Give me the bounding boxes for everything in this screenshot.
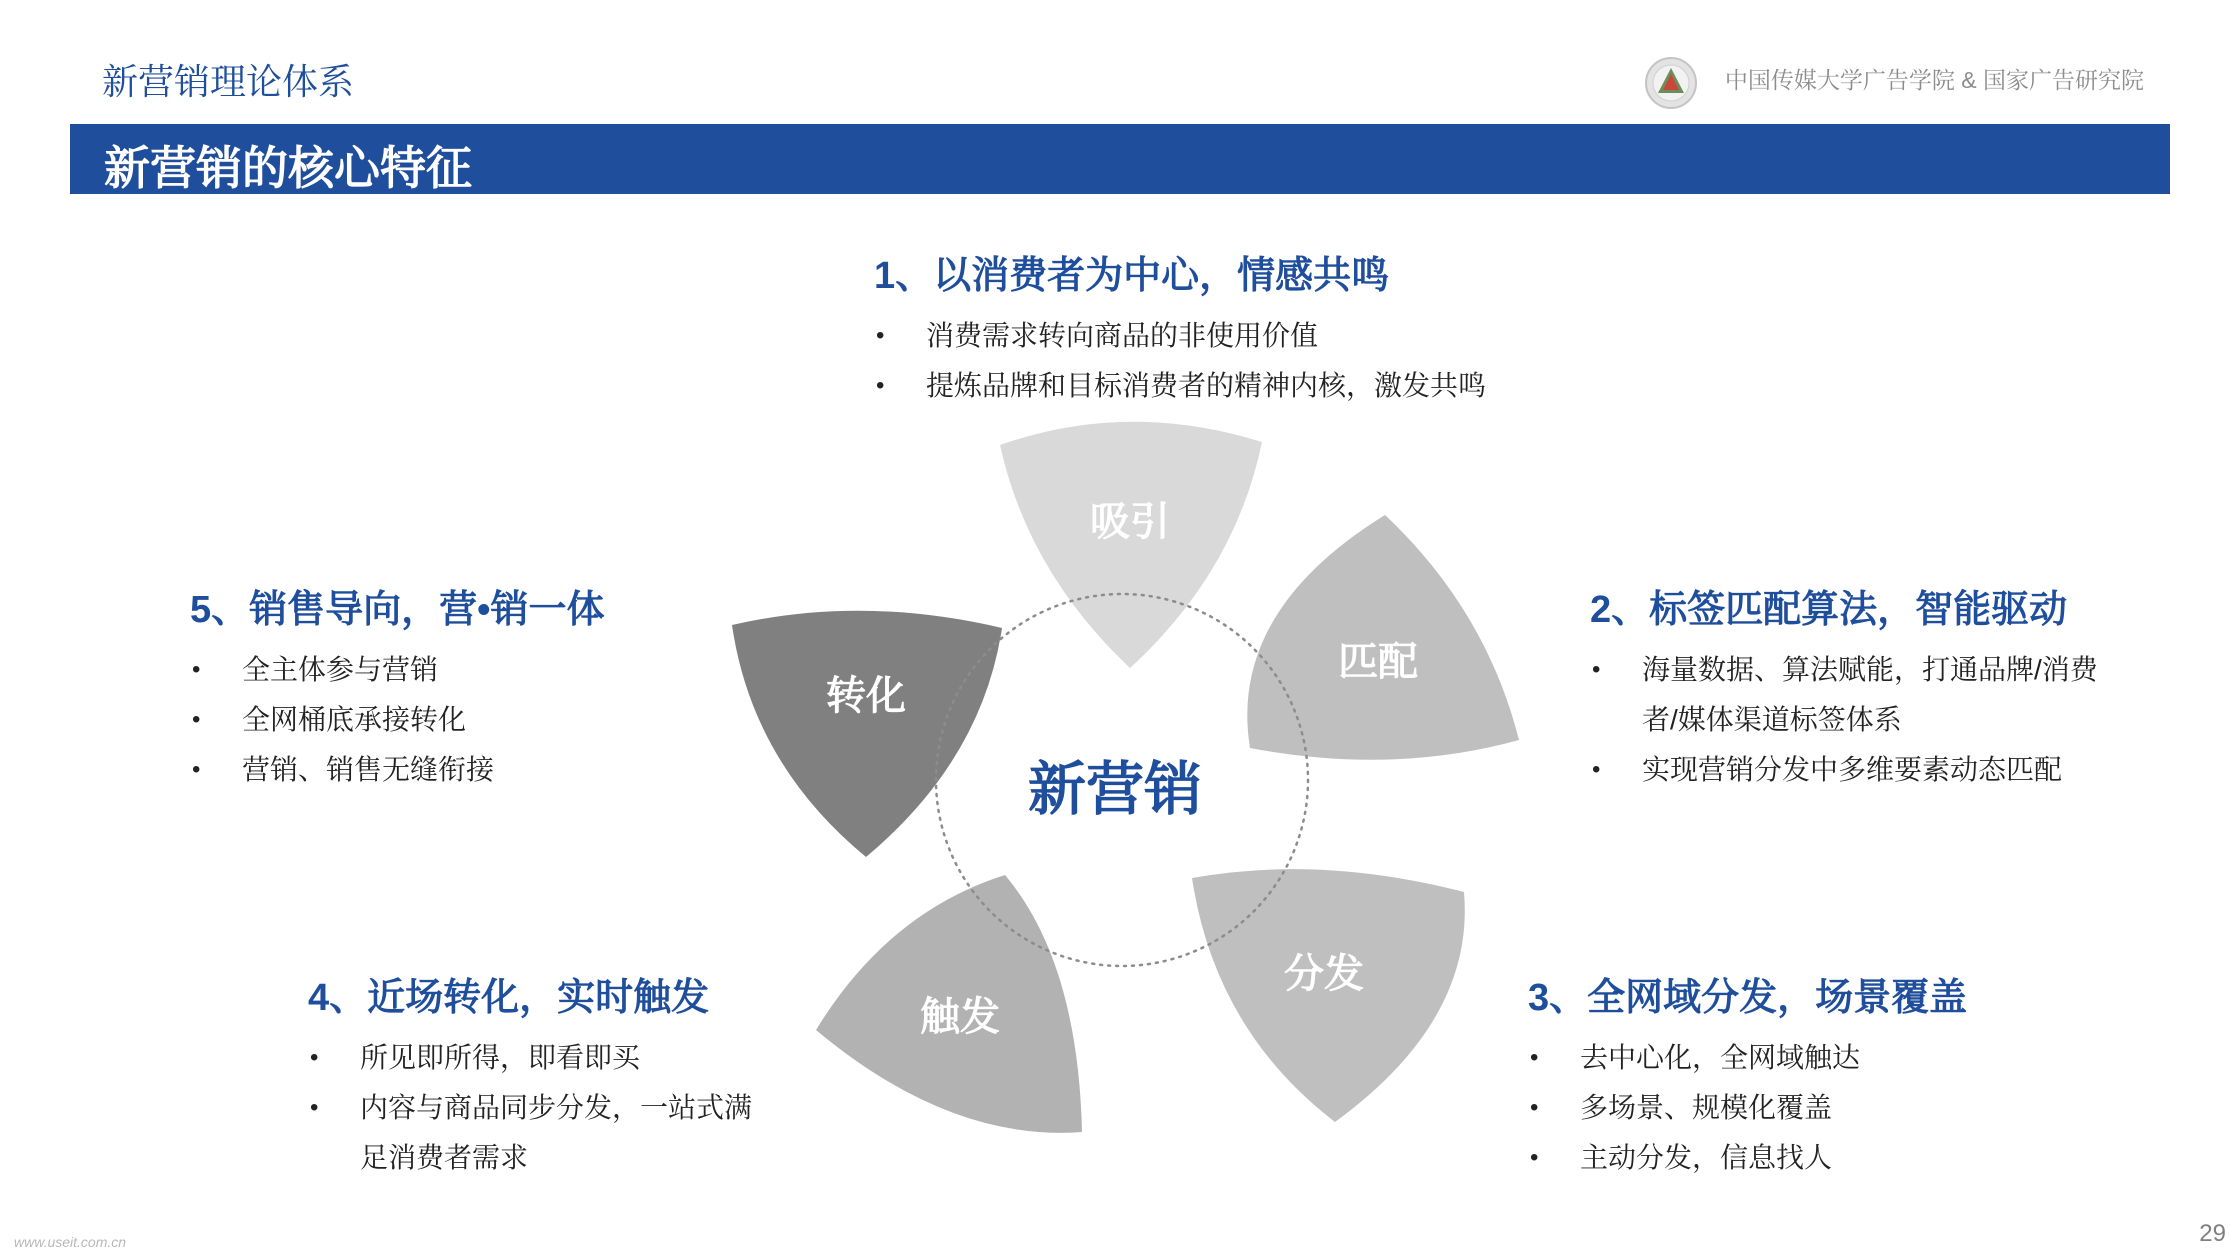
petal-label-match: 匹配	[1338, 640, 1418, 684]
feature-1	[874, 244, 1574, 411]
section-topic: 新营销理论体系	[102, 61, 355, 102]
feature-3-title: 3、全网域分发，场景覆盖	[1528, 977, 1968, 1019]
list-item: • 所见即所得，即看即买	[308, 1033, 768, 1083]
feature-3	[1528, 966, 2088, 1183]
list-item: • 全网桶底承接转化	[190, 695, 750, 745]
petal-convert	[732, 611, 1002, 857]
feature-1-title: 1、以消费者为中心，情感共鸣	[874, 255, 1390, 297]
slide-title: 新营销的核心特征	[104, 142, 472, 194]
list-item: • 去中心化，全网域触达	[1528, 1033, 2088, 1083]
feature-5-title: 5、销售导向，营•销一体	[190, 589, 605, 631]
list-item: • 多场景、规模化覆盖	[1528, 1083, 2088, 1133]
feature-4-list	[308, 1033, 768, 1183]
list-item: • 全主体参与营销	[190, 645, 750, 695]
feature-4	[308, 966, 768, 1183]
list-item: • 实现营销分发中多维要素动态匹配	[1590, 745, 2126, 795]
list-item: • 海量数据、算法赋能，打通品牌/消费者/媒体渠道标签体系	[1590, 645, 2126, 745]
feature-4-title: 4、近场转化，实时触发	[308, 977, 710, 1019]
organization-name: 中国传媒大学广告学院 & 国家广告研究院	[1724, 67, 2144, 93]
feature-5	[190, 578, 750, 795]
list-item: • 提炼品牌和目标消费者的精神内核，激发共鸣	[874, 361, 1574, 411]
list-item: • 主动分发，信息找人	[1528, 1133, 2088, 1183]
list-item: • 内容与商品同步分发，一站式满足消费者需求	[308, 1083, 768, 1183]
petal-label-distribute: 分发	[1284, 952, 1364, 996]
feature-3-list	[1528, 1033, 2088, 1183]
petal-label-trigger: 触发	[920, 995, 1000, 1039]
feature-5-list	[190, 645, 750, 795]
list-item: • 消费需求转向商品的非使用价值	[874, 311, 1574, 361]
feature-1-list	[874, 311, 1574, 411]
feature-2-list	[1590, 645, 2126, 795]
feature-2	[1590, 578, 2126, 795]
list-item: • 营销、销售无缝衔接	[190, 745, 750, 795]
page-number: 29	[2199, 1220, 2226, 1247]
diagram-center-label: 新营销	[1028, 757, 1203, 822]
watermark: www.useit.com.cn	[14, 1234, 127, 1250]
feature-2-title: 2、标签匹配算法，智能驱动	[1590, 589, 2068, 631]
petal-label-attract: 吸引	[1090, 500, 1170, 544]
petal-label-convert: 转化	[826, 674, 906, 718]
